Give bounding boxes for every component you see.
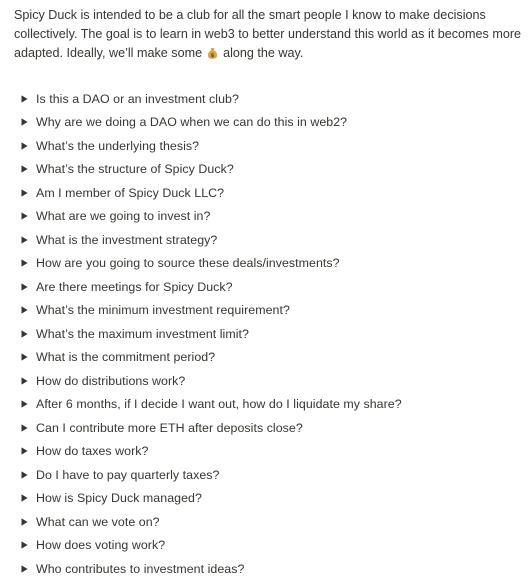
- triangle-right-icon[interactable]: [20, 447, 28, 455]
- faq-toggle-label: Is this a DAO or an investment club?: [36, 91, 239, 106]
- intro-text-start: Spicy Duck is intended to be a club for all the smart people I know to make decisions collectively. The goal is to learn in web3 to better understand this world as it becomes more adapted. Ideally, we’ll make some: [14, 8, 522, 60]
- faq-toggle-8[interactable]: [0, 252, 532, 276]
- faq-toggle-12[interactable]: [0, 346, 532, 370]
- triangle-right-icon[interactable]: [20, 118, 28, 126]
- faq-toggle-label: What is the commitment period?: [36, 350, 216, 365]
- faq-toggle-4[interactable]: [0, 158, 532, 182]
- svg-text:$: $: [210, 53, 215, 59]
- faq-toggle-6[interactable]: [0, 205, 532, 229]
- faq-toggle-14[interactable]: [0, 393, 532, 417]
- triangle-right-icon[interactable]: [20, 353, 28, 361]
- faq-toggle-16[interactable]: [0, 440, 532, 464]
- triangle-right-icon[interactable]: [20, 424, 28, 432]
- faq-toggle-13[interactable]: [0, 369, 532, 393]
- triangle-right-icon[interactable]: [20, 212, 28, 220]
- faq-toggle-5[interactable]: [0, 181, 532, 205]
- faq-toggle-label: What’s the minimum investment requirement?: [36, 303, 290, 318]
- faq-toggle-label: What are we going to invest in?: [36, 209, 211, 224]
- triangle-right-icon[interactable]: [20, 306, 28, 314]
- triangle-right-icon[interactable]: [20, 518, 28, 526]
- faq-toggle-3[interactable]: [0, 134, 532, 158]
- faq-toggle-label: What’s the underlying thesis?: [36, 138, 200, 153]
- faq-toggle-label: How is Spicy Duck managed?: [36, 491, 202, 506]
- triangle-right-icon[interactable]: [20, 541, 28, 549]
- faq-toggle-label: How do taxes work?: [36, 444, 149, 459]
- faq-toggle-label: What’s the structure of Spicy Duck?: [36, 162, 234, 177]
- faq-toggle-label: Can I contribute more ETH after deposits close?: [36, 420, 303, 435]
- faq-toggle-label: Who contributes to investment ideas?: [36, 561, 245, 576]
- triangle-right-icon[interactable]: [20, 236, 28, 244]
- faq-toggle-label: How does voting work?: [36, 538, 166, 553]
- faq-toggle-7[interactable]: [0, 228, 532, 252]
- triangle-right-icon[interactable]: [20, 471, 28, 479]
- triangle-right-icon[interactable]: [20, 189, 28, 197]
- faq-toggle-11[interactable]: [0, 322, 532, 346]
- faq-toggle-2[interactable]: [0, 111, 532, 135]
- faq-toggle-18[interactable]: [0, 487, 532, 511]
- triangle-right-icon[interactable]: [20, 400, 28, 408]
- faq-toggle-label: Do I have to pay quarterly taxes?: [36, 467, 220, 482]
- faq-toggle-label: Why are we doing a DAO when we can do this in web2?: [36, 115, 348, 130]
- faq-toggle-1[interactable]: [0, 87, 532, 111]
- faq-toggle-15[interactable]: [0, 416, 532, 440]
- triangle-right-icon[interactable]: [20, 142, 28, 150]
- faq-toggle-label: How do distributions work?: [36, 373, 186, 388]
- faq-toggle-21[interactable]: [0, 557, 532, 576]
- money-bag-icon: [207, 47, 218, 59]
- faq-toggle-label: After 6 months, if I decide I want out, how do I liquidate my share?: [36, 397, 402, 412]
- triangle-right-icon[interactable]: [20, 494, 28, 502]
- intro-text-end: along the way.: [223, 46, 304, 60]
- intro-paragraph: [14, 6, 528, 63]
- triangle-right-icon[interactable]: [20, 283, 28, 291]
- triangle-right-icon[interactable]: [20, 165, 28, 173]
- faq-toggle-10[interactable]: [0, 299, 532, 323]
- faq-toggle-label: What’s the maximum investment limit?: [36, 326, 249, 341]
- triangle-right-icon[interactable]: [20, 95, 28, 103]
- triangle-right-icon[interactable]: [20, 259, 28, 267]
- triangle-right-icon[interactable]: [20, 330, 28, 338]
- faq-toggle-label: What can we vote on?: [36, 514, 160, 529]
- faq-toggle-19[interactable]: [0, 510, 532, 534]
- faq-toggle-17[interactable]: [0, 463, 532, 487]
- faq-toggle-label: Are there meetings for Spicy Duck?: [36, 279, 233, 294]
- triangle-right-icon[interactable]: [20, 377, 28, 385]
- faq-toggle-label: Am I member of Spicy Duck LLC?: [36, 185, 225, 200]
- faq-toggle-label: How are you going to source these deals/investments?: [36, 256, 340, 271]
- faq-toggle-list: [0, 87, 532, 576]
- triangle-right-icon[interactable]: [20, 565, 28, 573]
- faq-toggle-9[interactable]: [0, 275, 532, 299]
- faq-toggle-20[interactable]: [0, 534, 532, 558]
- faq-toggle-label: What is the investment strategy?: [36, 232, 218, 247]
